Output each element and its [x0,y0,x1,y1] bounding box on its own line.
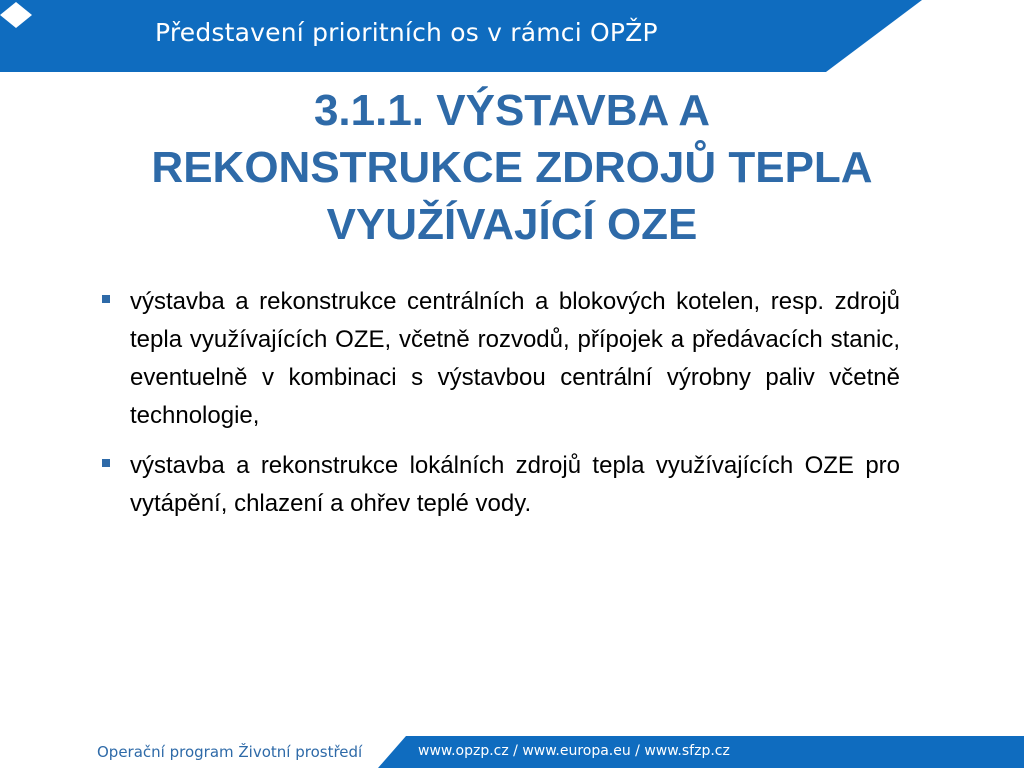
square-bullet-icon [102,459,110,467]
header-band [0,0,1024,72]
diamond-icon [0,0,32,30]
footer-program-name: Operační program Životní prostředí [97,743,363,761]
bullet-text: výstavba a rekonstrukce lokálních zdrojů tepla využívajících OZE pro vytápění, chlazení a ohřev teplé vody. [130,452,900,517]
bullet-item [100,447,900,523]
square-bullet-icon [102,295,110,303]
slide-title-line: 3.1.1. VÝSTAVBA A [313,86,711,135]
bullet-list [100,283,900,535]
slide-title-line: VYUŽÍVAJÍCÍ OZE [326,200,698,249]
bullet-item [100,283,900,435]
header-title: Představení prioritních os v rámci OPŽP [155,18,658,47]
bullet-text: výstavba a rekonstrukce centrálních a blokových kotelen, resp. zdrojů tepla využívajících OZE, včetně rozvodů, přípojek a předávacích stanic, eventuelně v kombinaci s výstavbou centrální výrobny paliv včetně technologie, [130,288,900,429]
slide-title [60,82,964,253]
slide-title-line: REKONSTRUKCE ZDROJŮ TEPLA [151,143,873,192]
footer-links[interactable]: www.opzp.cz / www.europa.eu / www.sfzp.cz [418,743,730,759]
